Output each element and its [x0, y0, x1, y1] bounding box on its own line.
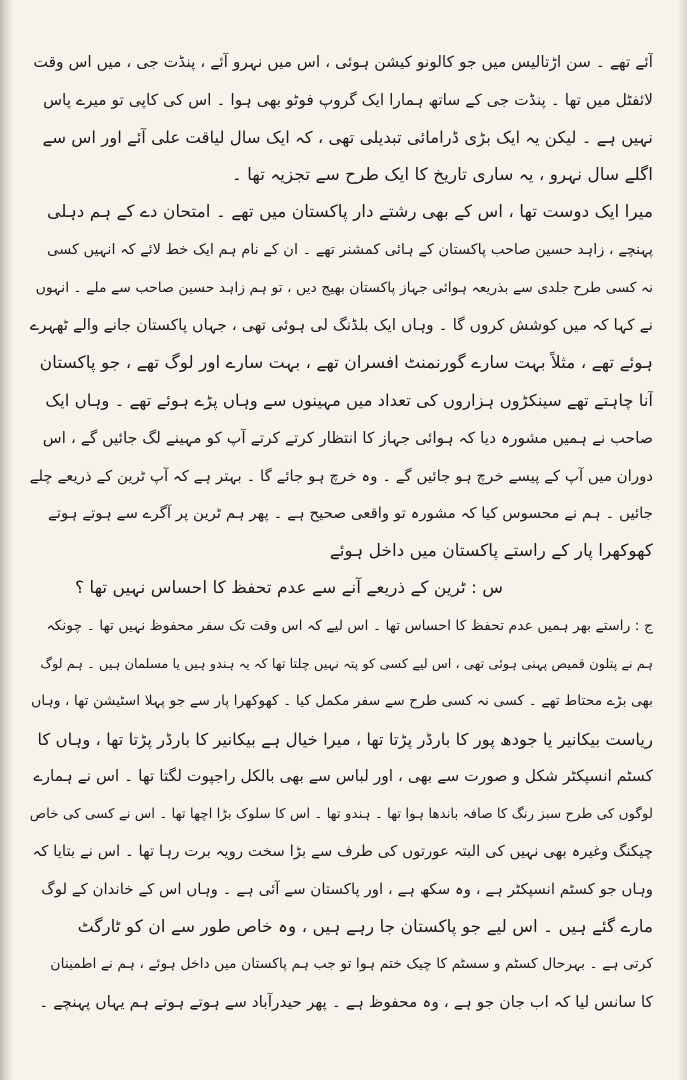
question-line: س : ٹرین کے ذریعے آنے سے عدم تحفظ کا احساس نہیں تھا ؟	[74, 578, 503, 599]
text-line: کرتی ہے ۔ بہرحال کسٹم و سسٹم کا چیک ختم ہوا تو جب ہم پاکستان میں داخل ہوئے ، ہم نے اطمینان	[50, 956, 653, 973]
text-line: اگلے سال نہرو ، یہ ساری تاریخ کا ایک طرح سے تجزیہ تھا ۔	[231, 164, 653, 185]
text-line: ہم نے پتلون قمیص پہنی ہوئی تھی ، اس لیے کسی کو پتہ نہیں چلتا تھا کہ یہ ہندو ہیں یا مسلمان ہیں ۔ ہم لوگ	[40, 656, 653, 672]
text-line: صاحب نے ہمیں مشورہ دیا کہ ہوائی جہاز کا انتظار کرتے کرتے آپ کو مہینے لگ جائیں گے ، اس	[42, 428, 653, 447]
text-line: نے کہا کہ میں کوشش کروں گا ۔ وہاں ایک بلڈنگ لی ہوئی تھی ، جہاں پاکستان جانے والے ٹھہرے	[30, 316, 653, 335]
text-line: جائیں ۔ ہم نے محسوس کیا کہ مشورہ تو واقعی صحیح ہے ۔ پھر ہم ٹرین پر آگرے سے ہوتے ہوتے	[48, 504, 653, 523]
text-line: ریاست بیکانیر یا جودھ پور کا بارڈر پڑتا تھا ، میرا خیال ہے بیکانیر کا بارڈر پڑتا تھا ، وہاں کا	[37, 729, 653, 749]
text-line: کسٹم انسپکٹر شکل و صورت سے بھی ، اور لباس سے بھی بالکل راجپوت لگتا تھا ۔ اس نے ہمارے	[33, 767, 653, 786]
text-line: ہوئے تھے ، مثلاً بہت سارے گورنمنٹ افسران تھے ، بہت سارے اور لوگ تھے ، جو پاکستان	[39, 352, 653, 373]
text-line: نہ کسی طرح جلدی سے بذریعہ ہوائی جہاز پاکستان بھیج دیں ، تو ہم زاہد حسین صاحب سے ملے ۔ انہوں	[35, 279, 653, 296]
text-line: بھی بڑے محتاط تھے ۔ کسی نہ کسی طرح سے سفر مکمل کیا ۔ کھوکھرا پار سے جو پہلا اسٹیشن تھا ، وہاں	[30, 693, 653, 710]
text-line: کھوکھرا پار کے راستے پاکستان میں داخل ہوئے	[329, 540, 653, 561]
text-line: دوران میں آپ کے پیسے خرچ ہو جائیں گے ۔ وہ خرچ ہو جائے گا ۔ بہتر ہے کہ آپ ٹرین کے ذریعے چلے	[30, 466, 653, 485]
text-line: میرا ایک دوست تھا ، اس کے بھی رشتے دار پاکستان میں تھے ۔ امتحان دے کے ہم دہلی	[47, 202, 653, 223]
text-line: آنا چاہتے تھے سینکڑوں ہزاروں کی تعداد میں مہینوں سے وہاں پڑے ہوئے تھے ۔ وہاں ایک	[45, 391, 653, 411]
text-line: آئے تھے ۔ سن اڑتالیس میں جو کالونو کیشن ہوئی ، اس میں نہرو آئے ، پنڈت جی ، میں اس وقت	[33, 53, 653, 71]
text-line: نہیں ہے ۔ لیکن یہ ایک بڑی ڈرامائی تبدیلی تھی ، کہ ایک سال لیاقت علی آئے اور اس سے	[42, 128, 653, 148]
urdu-text-block	[30, 44, 653, 1021]
text-line: وہاں جو کسٹم انسپکٹر ہے ، وہ سکھ ہے ، اور پاکستان سے آئی ہے ۔ وہاں اس کے خاندان کے لوگ	[41, 880, 653, 899]
text-line: مارے گئے ہیں ۔ اس لیے جو پاکستان جا رہے ہیں ، وہ خاص طور سے ان کو ٹارگٹ	[77, 916, 653, 937]
text-line: کا سانس لیا کہ اب جان جو ہے ، وہ محفوظ ہے ۔ پھر حیدرآباد سے ہوتے ہوتے ہم یہاں پہنچے ۔	[39, 992, 653, 1011]
text-line: لائفٹل میں تھا ۔ پنڈت جی کے ساتھ ہمارا ایک گروپ فوٹو بھی ہوا ۔ اس کی کاپی تو میرے پاس	[43, 90, 653, 109]
text-line: چیکنگ وغیرہ بھی نہیں کی البتہ عورتوں کی طرف سے بڑا سخت رویہ برت رہا تھا ۔ اس نے بتایا کہ	[32, 842, 653, 861]
text-line: پہنچے ، زاہد حسین صاحب پاکستان کے ہائی کمشنر تھے ۔ ان کے نام ہم ایک خط لائے کہ انہیں کسی	[46, 241, 653, 258]
text-line: لوگوں کی طرح سبز رنگ کا صافہ باندھا ہوا تھا ۔ ہندو تھا ۔ اس کا سلوک بڑا اچھا تھا ۔ اس نے کسی کی خاص	[30, 805, 653, 822]
answer-line: ج : راستے بھر ہمیں عدم تحفظ کا احساس تھا ۔ اس لیے کہ اس وقت تک سفر محفوظ نہیں تھا ۔ چونکہ	[46, 617, 653, 634]
